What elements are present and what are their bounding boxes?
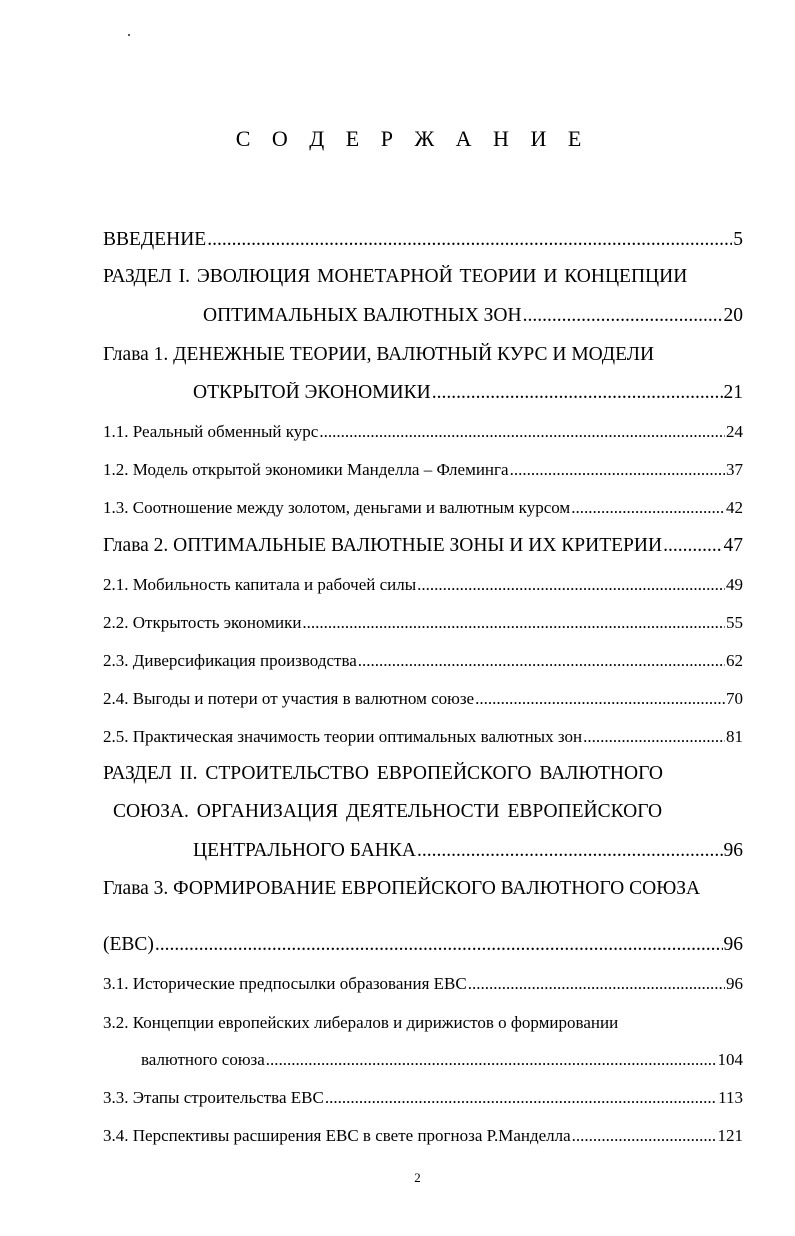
toc-entry-page: 104 [717, 1050, 743, 1069]
toc-entry-page: 70 [726, 689, 743, 708]
dot-leader [523, 305, 723, 327]
toc-entry-chapter2[interactable] [103, 535, 743, 557]
toc-entry-intro[interactable] [103, 229, 743, 251]
toc-entry-page: 96 [723, 934, 743, 955]
dot-leader [417, 840, 723, 862]
toc-entry-text: (ЕВС) [103, 934, 154, 955]
toc-entry-page: 81 [726, 727, 743, 746]
dot-leader [475, 689, 725, 709]
toc-entry-section2[interactable] [193, 840, 743, 862]
dot-leader [583, 727, 725, 747]
toc-entry-text: Глава 2. ОПТИМАЛЬНЫЕ ВАЛЮТНЫЕ ЗОНЫ И ИХ КРИТЕРИИ [103, 535, 663, 556]
toc-entry-text: 1.2. Модель открытой экономики Манделла – Флеминга [103, 460, 509, 479]
toc-entry-text: ВВЕДЕНИЕ [103, 229, 207, 250]
scan-speck [128, 34, 130, 36]
toc-entry-text: валютного союза [141, 1050, 265, 1069]
toc-entry-text: 2.2. Открытость экономики [103, 613, 302, 632]
toc-entry-1-3[interactable] [103, 498, 743, 518]
dot-leader [417, 575, 725, 595]
page-number: 2 [414, 1170, 421, 1185]
dot-leader [510, 460, 725, 480]
toc-entry-page: 62 [726, 651, 743, 670]
toc-entry-text: 2.5. Практическая значимость теории оптимальных валютных зон [103, 727, 583, 746]
toc-entry-page: 21 [723, 382, 743, 403]
toc-entry-text: 3.4. Перспективы расширения ЕВС в свете прогноза Р.Манделла [103, 1126, 571, 1145]
toc-entry-page: 20 [723, 305, 743, 326]
toc-entry-3-2[interactable] [141, 1050, 743, 1070]
toc-section2-line2[interactable]: СОЮЗА. ОРГАНИЗАЦИЯ ДЕЯТЕЛЬНОСТИ ЕВРОПЕЙСКОГО [113, 801, 663, 822]
toc-entry-3-4[interactable] [103, 1126, 743, 1146]
toc-entry-text: ОТКРЫТОЙ ЭКОНОМИКИ [193, 382, 431, 403]
toc-entry-text: ЦЕНТРАЛЬНОГО БАНКА [193, 840, 416, 861]
toc-entry-2-1[interactable] [103, 575, 743, 595]
toc-entry-page: 49 [726, 575, 743, 594]
toc-entry-chapter1[interactable] [193, 382, 743, 404]
toc-entry-3-1[interactable] [103, 974, 743, 994]
dot-leader [358, 651, 725, 671]
toc-entry-2-3[interactable] [103, 651, 743, 671]
toc-entry-1-2[interactable] [103, 460, 743, 480]
toc-section1-line1[interactable]: РАЗДЕЛ I. ЭВОЛЮЦИЯ МОНЕТАРНОЙ ТЕОРИИ И КОНЦЕПЦИИ [103, 266, 688, 287]
dot-leader [266, 1050, 717, 1070]
toc-entry-page: 24 [726, 422, 743, 441]
toc-entry-page: 47 [723, 535, 743, 556]
toc-entry-text: 1.3. Соотношение между золотом, деньгами и валютным курсом [103, 498, 571, 517]
toc-entry-chapter3[interactable] [103, 934, 743, 956]
toc-entry-page: 96 [726, 974, 743, 993]
dot-leader [432, 382, 723, 404]
toc-section2-line1[interactable]: РАЗДЕЛ II. СТРОИТЕЛЬСТВО ЕВРОПЕЙСКОГО ВАЛЮТНОГО [103, 763, 663, 784]
toc-entry-page: 42 [726, 498, 743, 517]
toc-entry-2-2[interactable] [103, 613, 743, 633]
dot-leader [302, 613, 725, 633]
toc-entry-text: 2.1. Мобильность капитала и рабочей силы [103, 575, 417, 594]
dot-leader [207, 229, 732, 251]
dot-leader [571, 498, 725, 518]
dot-leader [325, 1088, 717, 1108]
toc-entry-2-5[interactable] [103, 727, 743, 747]
dot-leader [155, 934, 723, 956]
toc-entry-1-1[interactable] [103, 422, 743, 442]
toc-entry-page: 121 [717, 1126, 743, 1145]
dot-leader [468, 974, 725, 994]
toc-entry-text: 1.1. Реальный обменный курс [103, 422, 319, 441]
toc-entry-2-4[interactable] [103, 689, 743, 709]
toc-chapter1-line1[interactable]: Глава 1. ДЕНЕЖНЫЕ ТЕОРИИ, ВАЛЮТНЫЙ КУРС И МОДЕЛИ [103, 344, 655, 365]
toc-entry-3-3[interactable] [103, 1088, 743, 1108]
toc-entry-page: 96 [723, 840, 743, 861]
toc-entry-page: 5 [733, 229, 743, 250]
toc-entry-text: 2.4. Выгоды и потери от участия в валютном союзе [103, 689, 475, 708]
toc-entry-page: 113 [718, 1088, 743, 1107]
toc-entry-section1[interactable] [203, 305, 743, 327]
dot-leader [663, 535, 722, 557]
dot-leader [572, 1126, 717, 1146]
toc-entry-page: 55 [726, 613, 743, 632]
toc-chapter3-line1[interactable]: Глава 3. ФОРМИРОВАНИЕ ЕВРОПЕЙСКОГО ВАЛЮТНОГО СОЮЗА [103, 878, 701, 899]
toc-entry-text: 3.3. Этапы строительства ЕВС [103, 1088, 324, 1107]
dot-leader [319, 422, 725, 442]
toc-entry-page: 37 [726, 460, 743, 479]
page-title: С О Д Е Р Ж А Н И Е [235, 126, 590, 151]
toc-entry-text: 2.3. Диверсификация производства [103, 651, 357, 670]
toc-entry-text: 3.1. Исторические предпосылки образования ЕВС [103, 974, 467, 993]
toc-entry-text: ОПТИМАЛЬНЫХ ВАЛЮТНЫХ ЗОН [203, 305, 522, 326]
toc-entry-3-2-line1[interactable]: 3.2. Концепции европейских либералов и дирижистов о формировании [103, 1013, 619, 1032]
